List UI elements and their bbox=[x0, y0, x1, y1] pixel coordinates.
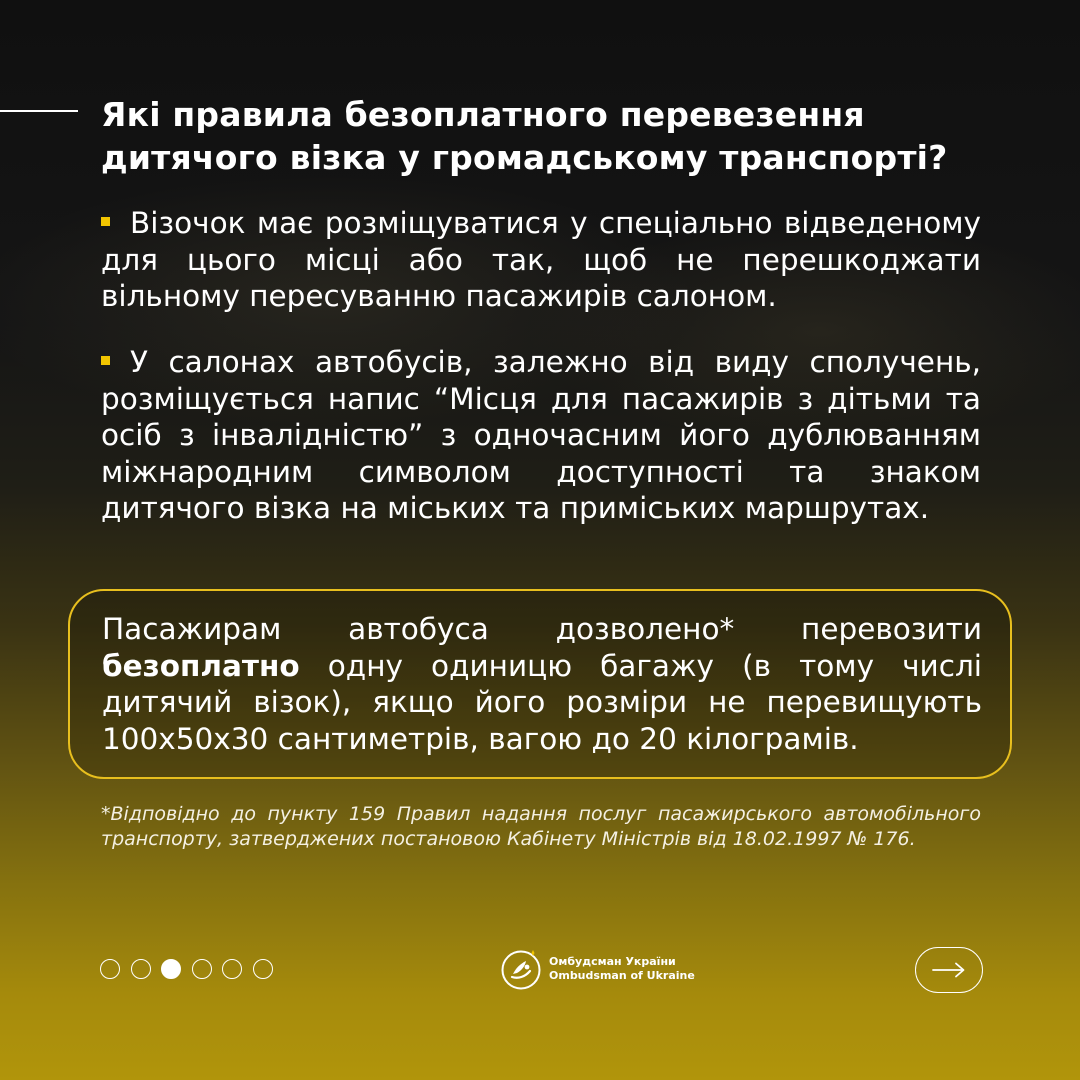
logo-text-english: Ombudsman of Ukraine bbox=[549, 969, 695, 982]
pagination-dots bbox=[100, 959, 273, 981]
pagination-dot-5[interactable] bbox=[222, 959, 242, 979]
pagination-dot-4[interactable] bbox=[192, 959, 212, 979]
ombudsman-emblem-icon bbox=[500, 948, 542, 990]
square-bullet-icon bbox=[101, 217, 110, 226]
pagination-dot-1[interactable] bbox=[100, 959, 120, 979]
pagination-dot-2[interactable] bbox=[131, 959, 151, 979]
square-bullet-icon bbox=[101, 356, 110, 365]
page-title: Які правила безоплатного перевезення дитячого візка у громадському транспорті? bbox=[101, 95, 948, 177]
highlight-box bbox=[68, 589, 1012, 779]
logo-text-ukrainian: Омбудсман України bbox=[549, 955, 676, 968]
decorative-line bbox=[0, 110, 78, 112]
bullet-item-bus-signage bbox=[101, 344, 981, 527]
highlight-text-bold: безоплатно bbox=[102, 648, 300, 683]
highlight-text-after: одну одиницю багажу (в тому числі дитячий візок), якщо його розміри не перевищують 100х50х30 сантиметрів, вагою до 20 кілограмів. bbox=[102, 648, 982, 756]
highlight-text bbox=[102, 611, 982, 757]
bullet-item-stroller-placement bbox=[101, 205, 981, 315]
ombudsman-logo bbox=[500, 946, 695, 992]
arrow-right-icon bbox=[932, 962, 966, 978]
bullet-text: У салонах автобусів, залежно від виду сполучень, розміщується напис “Місця для пасажирів з дітьми та осіб з інвалідністю” з одночасним його дублюванням міжнародним символом доступності та знаком дитячого візка на міських та приміських маршрутах. bbox=[101, 345, 981, 525]
next-slide-button[interactable] bbox=[915, 947, 983, 993]
highlight-text-before: Пасажирам автобуса дозволено* перевозити bbox=[102, 612, 982, 646]
footnote: *Відповідно до пункту 159 Правил надання послуг пасажирського автомобільного транспорту, затверджених постановою Кабінету Міністрів від 18.02.1997 № 176. bbox=[101, 803, 981, 850]
pagination-dot-3-active[interactable] bbox=[161, 959, 181, 979]
logo-text bbox=[549, 955, 695, 983]
bullet-text: Візочок має розміщуватися у спеціально відведеному для цього місці або так, щоб не перешкоджати вільному пересуванню пасажирів салоном. bbox=[101, 206, 981, 313]
pagination-dot-6[interactable] bbox=[253, 959, 273, 979]
